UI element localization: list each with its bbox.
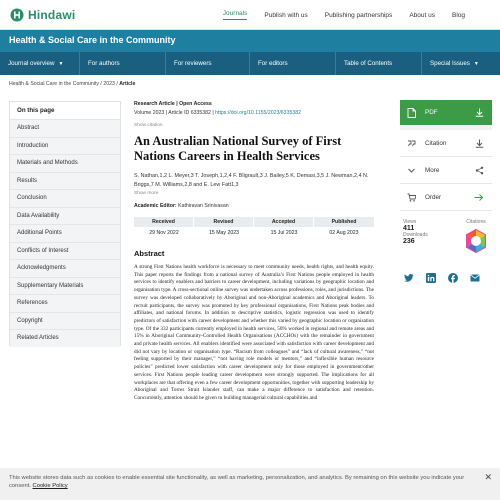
editor-label: Academic Editor: bbox=[134, 203, 177, 209]
on-this-page-sidebar bbox=[9, 101, 121, 346]
sidebar-item-materials-and-methods[interactable]: Materials and Methods bbox=[10, 154, 120, 172]
close-icon[interactable]: ✕ bbox=[484, 472, 492, 482]
academic-editor bbox=[134, 203, 374, 209]
subnav-label: For authors bbox=[88, 60, 120, 67]
nav-journals[interactable]: Journals bbox=[223, 10, 248, 20]
sidebar-item-conflicts-of-interest[interactable]: Conflicts of Interest bbox=[10, 242, 120, 260]
article-volume-line bbox=[134, 110, 374, 116]
journal-subnav bbox=[0, 52, 500, 75]
article-actions-panel bbox=[400, 100, 492, 283]
date-received bbox=[134, 217, 194, 238]
sidebar-item-additional-points[interactable]: Additional Points bbox=[10, 224, 120, 242]
quote-icon bbox=[407, 139, 416, 148]
cart-icon bbox=[407, 193, 416, 202]
share-icon bbox=[475, 166, 484, 175]
downloads-label: Downloads bbox=[403, 232, 428, 238]
subnav-table-of-contents[interactable] bbox=[336, 52, 422, 75]
subnav-label: Special Issues bbox=[430, 60, 470, 67]
hindawi-logo[interactable] bbox=[10, 8, 75, 22]
order-label: Order bbox=[425, 193, 442, 201]
date-label: Received bbox=[134, 217, 194, 227]
sidebar-item-data-availability[interactable]: Data Availability bbox=[10, 207, 120, 225]
linkedin-icon[interactable] bbox=[426, 273, 436, 283]
article-title: An Australian National Survey of First Nations Careers in Health Services bbox=[134, 134, 342, 163]
nav-about-us[interactable]: About us bbox=[409, 11, 435, 19]
subnav-label: For editors bbox=[258, 60, 288, 67]
date-revised bbox=[194, 217, 254, 238]
dimensions-badge-icon[interactable] bbox=[463, 228, 489, 254]
date-label: Published bbox=[314, 217, 374, 227]
citation-label: Citation bbox=[425, 139, 447, 147]
sidebar-item-acknowledgments[interactable]: Acknowledgments bbox=[10, 259, 120, 277]
subnav-journal-overview[interactable] bbox=[0, 52, 80, 75]
breadcrumb bbox=[9, 81, 135, 87]
subnav-label: For reviewers bbox=[174, 60, 212, 67]
more-button-content bbox=[407, 166, 439, 175]
subnav-for-editors[interactable] bbox=[250, 52, 336, 75]
top-bar bbox=[0, 0, 500, 30]
logo-text: Hindawi bbox=[28, 8, 76, 22]
views-label: Views bbox=[403, 219, 417, 225]
citations-label: Citations bbox=[466, 219, 486, 225]
download-icon bbox=[475, 139, 484, 148]
editor-name: Kathiravan Srinivasan bbox=[178, 203, 229, 209]
sidebar-item-references[interactable]: References bbox=[10, 294, 120, 312]
citations-block bbox=[463, 219, 489, 259]
facebook-icon[interactable] bbox=[448, 273, 458, 283]
pdf-button-content bbox=[407, 108, 438, 118]
subnav-label: Journal overview bbox=[8, 60, 55, 67]
chevron-down-icon: ▼ bbox=[58, 60, 64, 67]
date-value: 15 Jul 2023 bbox=[270, 230, 298, 236]
subnav-special-issues[interactable] bbox=[422, 52, 500, 75]
show-citation-link[interactable]: Show citation bbox=[134, 123, 163, 128]
date-label: Accepted bbox=[254, 217, 314, 227]
cookie-policy-link[interactable]: Cookie Policy bbox=[32, 483, 68, 489]
abstract-heading: Abstract bbox=[134, 249, 165, 258]
date-value: 15 May 2023 bbox=[209, 230, 239, 236]
sidebar-item-introduction[interactable]: Introduction bbox=[10, 137, 120, 155]
sidebar-heading: On this page bbox=[10, 102, 120, 119]
order-button-content bbox=[407, 193, 441, 202]
journal-title[interactable]: Health & Social Care in the Community bbox=[9, 35, 176, 45]
email-icon[interactable] bbox=[470, 273, 480, 283]
sidebar-item-results[interactable]: Results bbox=[10, 172, 120, 190]
article-type: Research Article | Open Access bbox=[134, 101, 212, 107]
more-button[interactable] bbox=[400, 157, 492, 184]
more-label: More bbox=[425, 166, 440, 174]
article-main bbox=[134, 101, 374, 464]
pdf-label: PDF bbox=[425, 109, 438, 116]
citation-button[interactable] bbox=[400, 130, 492, 157]
date-value: 29 Nov 2022 bbox=[149, 230, 179, 236]
date-label: Revised bbox=[194, 217, 254, 227]
sidebar-item-copyright[interactable]: Copyright bbox=[10, 312, 120, 330]
nav-publish-with-us[interactable]: Publish with us bbox=[264, 11, 308, 19]
order-button[interactable] bbox=[400, 184, 492, 211]
breadcrumb-journal[interactable]: Health & Social Care in the Community bbox=[9, 81, 99, 87]
abstract-text: A strong First Nations health workforce is necessary to meet community needs, health rights, and health equity. This paper reports the findings from a national survey of Australia’s First Nations people employed in health services to identify enablers and barriers to career development, including variations by geographic location and organisation type. A cross-sectional online survey was undertaken across professions, roles, and jurisdictions. The survey was developed collaboratively by Aboriginal and non-Aboriginal academics and Aboriginal leaders. To recruit participants, the survey was promoted by key professional organisations, First Nations peak bodies and affiliates, and national forums. In addition to descriptive statistics, logistic regression was used to identify predictors of satisfaction with career development and whether this varied by geographic location or organisation type. Of the 332 participants currently employed in health services, 50% worked in regional and remote areas and 15% in Aboriginal Community-Controlled Health Organisations (ACCHOs) with the remainder in government and private health services. All enablers identified were associated with satisfaction with career development and did not vary by location or organisation type. “Racism from colleagues” and “lack of cultural awareness,” “not feeling supported by their manager,” “not having role models or mentors,” and “inflexible human resource policies” predicted lower satisfaction with career development only for those employed in government/other services. First Nations people leading career development were strongly supported. The implications for all workplaces are that offering even a few career development opportunities, together with supporting leadership by Aboriginal and Torres Strait Islander staff, can make a major difference to satisfaction and retention. Concurrently, attention should be given to building managerial cultural capabilities and bbox=[134, 264, 374, 401]
nav-publishing-partnerships[interactable]: Publishing partnerships bbox=[324, 11, 393, 19]
journal-banner bbox=[0, 30, 500, 52]
chevron-down-icon bbox=[407, 166, 416, 175]
subnav-for-authors[interactable] bbox=[80, 52, 166, 75]
pdf-download-button[interactable] bbox=[400, 100, 492, 125]
subnav-for-reviewers[interactable] bbox=[166, 52, 250, 75]
date-value: 02 Aug 2023 bbox=[329, 230, 359, 236]
sidebar-item-related-articles[interactable]: Related Articles bbox=[10, 329, 120, 347]
nav-blog[interactable]: Blog bbox=[451, 11, 465, 19]
date-published bbox=[314, 217, 374, 238]
arrow-right-icon bbox=[474, 193, 484, 202]
sidebar-item-conclusion[interactable]: Conclusion bbox=[10, 189, 120, 207]
chevron-down-icon: ▼ bbox=[473, 60, 479, 67]
pdf-file-icon bbox=[407, 108, 416, 118]
subnav-label: Table of Contents bbox=[344, 60, 393, 67]
article-metrics bbox=[400, 219, 492, 259]
sidebar-item-abstract[interactable]: Abstract bbox=[10, 119, 120, 137]
hindawi-logo-icon bbox=[10, 8, 24, 22]
date-accepted bbox=[254, 217, 314, 238]
breadcrumb-current: Article bbox=[119, 81, 136, 87]
doi-link[interactable]: https://doi.org/10.1155/2023/6335382 bbox=[215, 110, 301, 116]
views-count: 411 bbox=[403, 225, 415, 232]
citation-button-content bbox=[407, 139, 446, 148]
breadcrumb-year[interactable]: 2023 bbox=[103, 81, 115, 87]
author-list[interactable]: S. Nathan,1,2 L. Meyer,3 T. Joseph,1,2,4 F. Bligrault,3 J. Bailey,5 K. Demasi,3,5 J. Newman,2,4 N. Briggs,7 M. Williams,2,8 and E. Lew Fatt1,3 bbox=[134, 173, 369, 188]
social-share bbox=[400, 273, 492, 283]
cookie-banner bbox=[0, 468, 500, 500]
breadcrumb-separator: / bbox=[100, 81, 104, 87]
download-icon bbox=[475, 108, 484, 117]
cookie-text: This website stores data such as cookies to enable essential site functionality, as well as marketing, personalization, and analytics. By remaining on this website you indicate your consent. bbox=[9, 475, 465, 489]
sidebar-item-supplementary-materials[interactable]: Supplementary Materials bbox=[10, 277, 120, 295]
downloads-count: 236 bbox=[403, 238, 415, 245]
article-dates bbox=[134, 217, 374, 238]
show-more-link[interactable]: Show more bbox=[134, 191, 159, 196]
volume-info: Volume 2023 | Article ID 6335382 | bbox=[134, 110, 216, 116]
views-downloads bbox=[403, 219, 428, 259]
breadcrumb-separator: / bbox=[116, 81, 120, 87]
top-nav bbox=[223, 0, 465, 30]
twitter-icon[interactable] bbox=[404, 273, 414, 283]
